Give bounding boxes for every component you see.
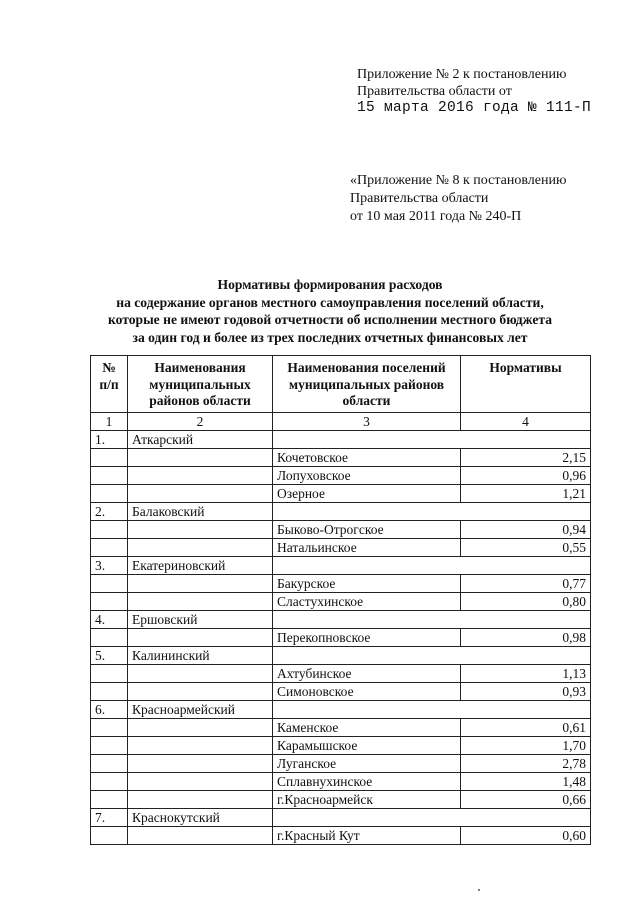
district-empty-cell bbox=[273, 430, 591, 448]
district-number: 5. bbox=[91, 646, 128, 664]
settlement-norm-value: 1,13 bbox=[461, 664, 591, 682]
district-number: 1. bbox=[91, 430, 128, 448]
annex-original-reference bbox=[350, 172, 566, 226]
empty-cell bbox=[128, 484, 273, 502]
empty-cell bbox=[128, 754, 273, 772]
table-body bbox=[91, 430, 591, 844]
settlement-norm-value: 0,80 bbox=[461, 592, 591, 610]
header-norm: Нормативы bbox=[461, 356, 591, 413]
district-name: Ершовский bbox=[128, 610, 273, 628]
empty-cell bbox=[91, 628, 128, 646]
index-cell: 1 bbox=[91, 412, 128, 430]
document-title bbox=[80, 276, 580, 346]
empty-cell bbox=[128, 772, 273, 790]
settlement-name: Карамышское bbox=[273, 736, 461, 754]
annex-current-reference bbox=[357, 66, 591, 117]
settlement-name: Ахтубинское bbox=[273, 664, 461, 682]
district-empty-cell bbox=[273, 610, 591, 628]
settlement-name: Каменское bbox=[273, 718, 461, 736]
district-name: Калининский bbox=[128, 646, 273, 664]
empty-cell bbox=[91, 520, 128, 538]
settlement-norm-value: 0,55 bbox=[461, 538, 591, 556]
settlement-row bbox=[91, 538, 591, 556]
district-empty-cell bbox=[273, 646, 591, 664]
settlement-row bbox=[91, 826, 591, 844]
title-line4: за один год и более из трех последних отчетных финансовых лет bbox=[132, 329, 528, 345]
district-number: 4. bbox=[91, 610, 128, 628]
district-row bbox=[91, 430, 591, 448]
empty-cell bbox=[128, 718, 273, 736]
empty-cell bbox=[128, 520, 273, 538]
empty-cell bbox=[128, 574, 273, 592]
header-settlement: Наименования поселений муниципальных районов области bbox=[273, 356, 461, 413]
empty-cell bbox=[91, 772, 128, 790]
settlement-name: Натальинское bbox=[273, 538, 461, 556]
settlement-norm-value: 1,21 bbox=[461, 484, 591, 502]
settlement-row bbox=[91, 736, 591, 754]
index-cell: 3 bbox=[273, 412, 461, 430]
annex-current-line1: Приложение № 2 к постановлению bbox=[357, 67, 567, 82]
settlement-norm-value: 1,48 bbox=[461, 772, 591, 790]
settlement-row bbox=[91, 520, 591, 538]
district-number: 3. bbox=[91, 556, 128, 574]
district-name: Аткарский bbox=[128, 430, 273, 448]
settlement-row bbox=[91, 448, 591, 466]
settlement-name: Быково-Отрогское bbox=[273, 520, 461, 538]
settlement-row bbox=[91, 772, 591, 790]
settlement-norm-value: 2,78 bbox=[461, 754, 591, 772]
annex-original-line2: Правительства области bbox=[350, 191, 489, 206]
annex-current-line3: 15 марта 2016 года № 111-П bbox=[357, 100, 592, 116]
settlement-row bbox=[91, 718, 591, 736]
scan-speck bbox=[478, 889, 480, 891]
empty-cell bbox=[91, 718, 128, 736]
empty-cell bbox=[91, 484, 128, 502]
settlement-row bbox=[91, 466, 591, 484]
empty-cell bbox=[91, 664, 128, 682]
index-row bbox=[91, 412, 591, 430]
district-row bbox=[91, 700, 591, 718]
settlement-norm-value: 0,96 bbox=[461, 466, 591, 484]
title-line2: на содержание органов местного самоуправления поселений области, bbox=[116, 294, 544, 310]
settlement-row bbox=[91, 574, 591, 592]
title-line1: Нормативы формирования расходов bbox=[217, 277, 443, 292]
settlement-row bbox=[91, 484, 591, 502]
index-cell: 4 bbox=[461, 412, 591, 430]
empty-cell bbox=[91, 448, 128, 466]
empty-cell bbox=[91, 826, 128, 844]
empty-cell bbox=[128, 826, 273, 844]
settlement-name: Симоновское bbox=[273, 682, 461, 700]
settlement-row bbox=[91, 664, 591, 682]
district-empty-cell bbox=[273, 700, 591, 718]
empty-cell bbox=[91, 574, 128, 592]
settlement-name: Озерное bbox=[273, 484, 461, 502]
empty-cell bbox=[128, 790, 273, 808]
settlement-name: Сластухинское bbox=[273, 592, 461, 610]
district-number: 6. bbox=[91, 700, 128, 718]
empty-cell bbox=[91, 592, 128, 610]
empty-cell bbox=[91, 736, 128, 754]
district-row bbox=[91, 808, 591, 826]
header-num: № п/п bbox=[91, 356, 128, 413]
header-district: Наименования муниципальных районов области bbox=[128, 356, 273, 413]
empty-cell bbox=[128, 466, 273, 484]
empty-cell bbox=[128, 664, 273, 682]
empty-cell bbox=[91, 538, 128, 556]
settlement-name: Сплавнухинское bbox=[273, 772, 461, 790]
settlement-norm-value: 0,60 bbox=[461, 826, 591, 844]
empty-cell bbox=[128, 628, 273, 646]
index-cell: 2 bbox=[128, 412, 273, 430]
district-name: Краснокутский bbox=[128, 808, 273, 826]
settlement-norm-value: 0,77 bbox=[461, 574, 591, 592]
settlement-norm-value: 0,93 bbox=[461, 682, 591, 700]
settlement-norm-value: 0,94 bbox=[461, 520, 591, 538]
district-name: Балаковский bbox=[128, 502, 273, 520]
district-empty-cell bbox=[273, 556, 591, 574]
settlement-row bbox=[91, 592, 591, 610]
settlement-name: Перекопновское bbox=[273, 628, 461, 646]
empty-cell bbox=[128, 682, 273, 700]
empty-cell bbox=[128, 448, 273, 466]
district-row bbox=[91, 610, 591, 628]
settlement-norm-value: 0,66 bbox=[461, 790, 591, 808]
settlement-norm-value: 0,98 bbox=[461, 628, 591, 646]
settlement-name: г.Красноармейск bbox=[273, 790, 461, 808]
annex-original-line1: «Приложение № 8 к постановлению bbox=[350, 173, 567, 188]
empty-cell bbox=[91, 466, 128, 484]
settlement-name: Кочетовское bbox=[273, 448, 461, 466]
district-name: Екатериновский bbox=[128, 556, 273, 574]
district-empty-cell bbox=[273, 808, 591, 826]
settlement-row bbox=[91, 682, 591, 700]
district-row bbox=[91, 646, 591, 664]
empty-cell bbox=[91, 754, 128, 772]
settlement-row bbox=[91, 790, 591, 808]
district-number: 2. bbox=[91, 502, 128, 520]
district-empty-cell bbox=[273, 502, 591, 520]
annex-original-line3: от 10 мая 2011 года № 240-П bbox=[350, 209, 522, 224]
district-name: Красноармейский bbox=[128, 700, 273, 718]
header-row bbox=[91, 356, 591, 413]
norms-table bbox=[90, 355, 591, 845]
district-row bbox=[91, 556, 591, 574]
settlement-row bbox=[91, 628, 591, 646]
settlement-norm-value: 0,61 bbox=[461, 718, 591, 736]
district-row bbox=[91, 502, 591, 520]
empty-cell bbox=[128, 736, 273, 754]
settlement-norm-value: 1,70 bbox=[461, 736, 591, 754]
title-line3: которые не имеют годовой отчетности об исполнении местного бюджета bbox=[107, 312, 553, 327]
district-number: 7. bbox=[91, 808, 128, 826]
empty-cell bbox=[91, 790, 128, 808]
empty-cell bbox=[128, 592, 273, 610]
settlement-row bbox=[91, 754, 591, 772]
settlement-name: Луганское bbox=[273, 754, 461, 772]
settlement-norm-value: 2,15 bbox=[461, 448, 591, 466]
settlement-name: г.Красный Кут bbox=[273, 826, 461, 844]
annex-current-line2: Правительства области от bbox=[357, 84, 512, 99]
settlement-name: Бакурское bbox=[273, 574, 461, 592]
settlement-name: Лопуховское bbox=[273, 466, 461, 484]
empty-cell bbox=[128, 538, 273, 556]
empty-cell bbox=[91, 682, 128, 700]
